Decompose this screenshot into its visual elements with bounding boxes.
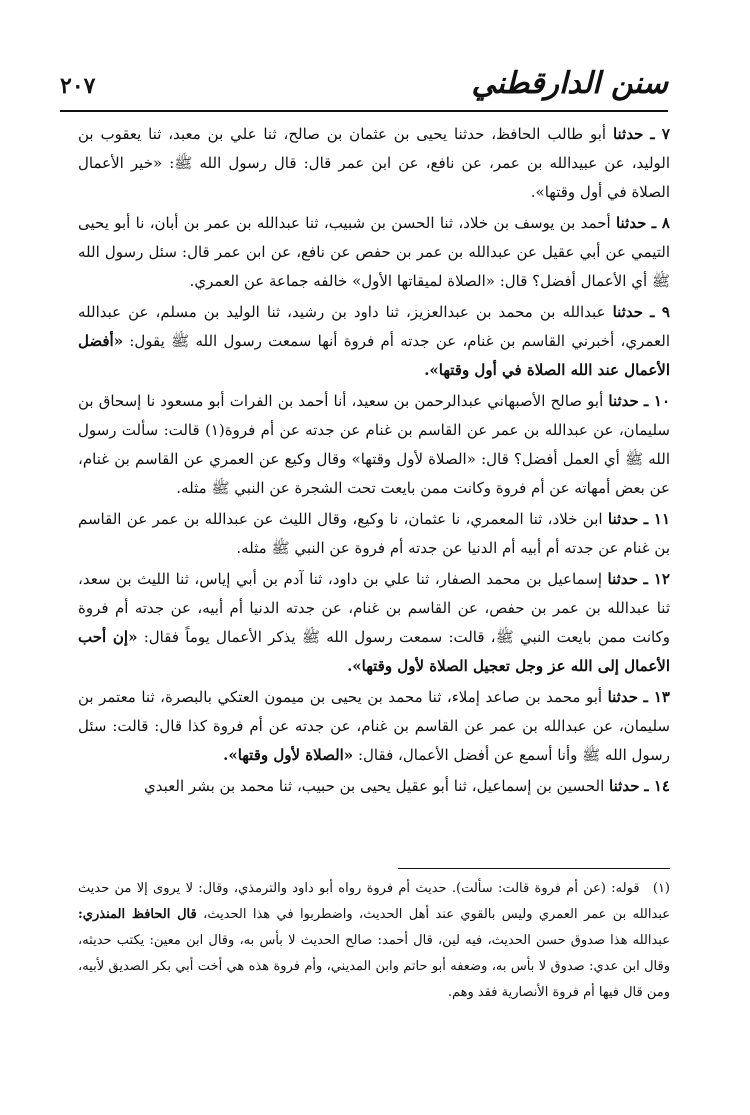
- hadith-number: ١٤ ـ: [644, 777, 670, 795]
- hadith-quote: «أفضل الأعمال عند الله الصلاة في أول وقتها».: [78, 332, 670, 379]
- hadith-7: [78, 120, 670, 207]
- hadith-14: [78, 772, 670, 801]
- hadith-9: [78, 298, 670, 385]
- hadith-13: [78, 683, 670, 770]
- hadith-text: ابن خلاد، ثنا المعمري، نا عثمان، نا وكيع، وقال الليث عن عبدالله بن عمر عن القاسم بن غنام عن جدته أم أبيه أم الدنيا عن جدته أم فروة عن النبي ﷺ مثله.: [78, 510, 670, 557]
- hadith-number: ٨ ـ: [651, 214, 670, 232]
- hadith-lead: حدثنا: [609, 777, 640, 795]
- hadith-8: [78, 209, 670, 296]
- footnote: [78, 876, 670, 1006]
- hadith-list: [78, 120, 670, 803]
- hadith-number: ٩ ـ: [650, 303, 670, 321]
- hadith-number: ١٢ ـ: [643, 570, 670, 588]
- hadith-12: [78, 565, 670, 681]
- hadith-lead: حدثنا: [615, 214, 647, 232]
- hadith-text: الحسين بن إسماعيل، ثنا أبو عقيل يحيى بن حبيب، ثنا محمد بن بشر العبدي: [144, 777, 605, 795]
- hadith-text: أبو محمد بن صاعد إملاء، ثنا محمد بن يحيى بن ميمون العتكي بالبصرة، ثنا معتمر بن سليمان، عن عبدالله بن عمر عن القاسم بن غنام، عن جدته عن أم فروة كذا قال: قالت: سئل رسول الله ﷺ وأنا أسمع عن أفضل الأعمال، فقال:: [78, 688, 670, 764]
- hadith-text: أبو صالح الأصبهاني عبدالرحمن بن سعيد، أنا أحمد بن الفرات أبو مسعود نا إسحاق بن سليمان، عن عبدالله بن عمر عن القاسم بن غنام عن جدته عن أم فروة(١) قالت: سألت رسول الله ﷺ أي العمل أفضل؟ قال: «الصلاة لأول وقتها» وقال وكيع عن العمري عن القاسم بن غنام، عن بعض أمهاته عن أم فروة وكانت ممن بايعت تحت الشجرة عن النبي ﷺ مثله.: [78, 392, 670, 497]
- hadith-11: [78, 505, 670, 563]
- hadith-text: أحمد بن يوسف بن خلاد، ثنا الحسن بن شبيب، ثنا عبدالله بن عمر بن أبان، نا أبو يحيى التيمي عن أبي عقيل عن عبدالله بن عمر بن حفص عن نافع، عن ابن عمر قال: سئل رسول الله ﷺ أي الأعمال أفضل؟ قال: «الصلاة لميقاتها الأول» خالفه جماعة عن العمري.: [78, 214, 670, 290]
- hadith-quote: «إن أحب الأعمال إلى الله عز وجل تعجيل الصلاة لأول وقتها».: [78, 628, 670, 675]
- hadith-quote: «الصلاة لأول وقتها».: [223, 746, 354, 764]
- hadith-text: عبدالله بن محمد بن عبدالعزيز، ثنا داود بن رشيد، ثنا الوليد بن مسلم، عن عبدالله العمري، أخبرني القاسم بن غنام، عن جدته أم فروة أنها سمعت رسول الله ﷺ يقول:: [78, 303, 670, 350]
- hadith-number: ١١ ـ: [643, 510, 671, 528]
- footnote-divider: [398, 868, 670, 869]
- footnote-text-cont: عبدالله هذا صدوق حسن الحديث، فيه لين، قال أحمد: صالح الحديث لا بأس به، وقال ابن معين: يكتب حديثه، وقال ابن عدي: صدوق لا بأس به، وضعفه أبو حاتم وابن المديني، وأم فروة هذه هي أخت أبي بكر الصديق لأبيه، ومن قال فيها أم فروة الأنصارية فقد وهم.: [78, 933, 670, 1000]
- hadith-number: ١٣ ـ: [643, 688, 670, 706]
- hadith-10: [78, 387, 670, 503]
- hadith-lead: حدثنا: [612, 303, 643, 321]
- hadith-number: ٧ ـ: [650, 125, 670, 143]
- page-header: [60, 62, 668, 112]
- hadith-lead: حدثنا: [607, 688, 638, 706]
- hadith-lead: حدثنا: [607, 510, 639, 528]
- page-number: ٢٠٧: [60, 73, 96, 99]
- footnote-marker: (١): [652, 881, 670, 896]
- hadith-lead: حدثنا: [607, 570, 638, 588]
- running-title: سنن الدارقطني: [471, 66, 668, 101]
- hadith-number: ١٠ ـ: [643, 392, 671, 410]
- hadith-lead: حدثنا: [608, 392, 639, 410]
- hadith-text: أبو طالب الحافظ، حدثنا يحيى بن عثمان بن صالح، ثنا علي بن معبد، ثنا يعقوب بن الوليد، عن عبيدالله بن عمر، عن نافع، عن ابن عمر قال: قال رسول الله ﷺ: «خير الأعمال الصلاة في أول وقتها».: [78, 125, 670, 201]
- hadith-lead: حدثنا: [612, 125, 644, 143]
- hadith-text: إسماعيل بن محمد الصفار، ثنا علي بن داود، ثنا آدم بن أبي إياس، ثنا الليث بن سعد، ثنا عبدالله بن عمر بن حفص، عن القاسم بن غنام، عن جدته الدنيا أم أبيه، عن جدته أم فروة وكانت ممن بايعت النبي ﷺ، قالت: سمعت رسول الله ﷺ يذكر الأعمال يوماً فقال:: [78, 570, 670, 646]
- footnote-author: قال الحافظ المنذري:: [78, 907, 197, 922]
- footnote-text: قوله: (عن أم فروة قالت: سألت). حديث أم فروة رواه أبو داود والترمذي، وقال: لا يروى إلا من حديث عبدالله بن عمر العمري وليس بالقوي عند أهل الحديث، واضطربوا في هذا الحديث،: [78, 881, 670, 922]
